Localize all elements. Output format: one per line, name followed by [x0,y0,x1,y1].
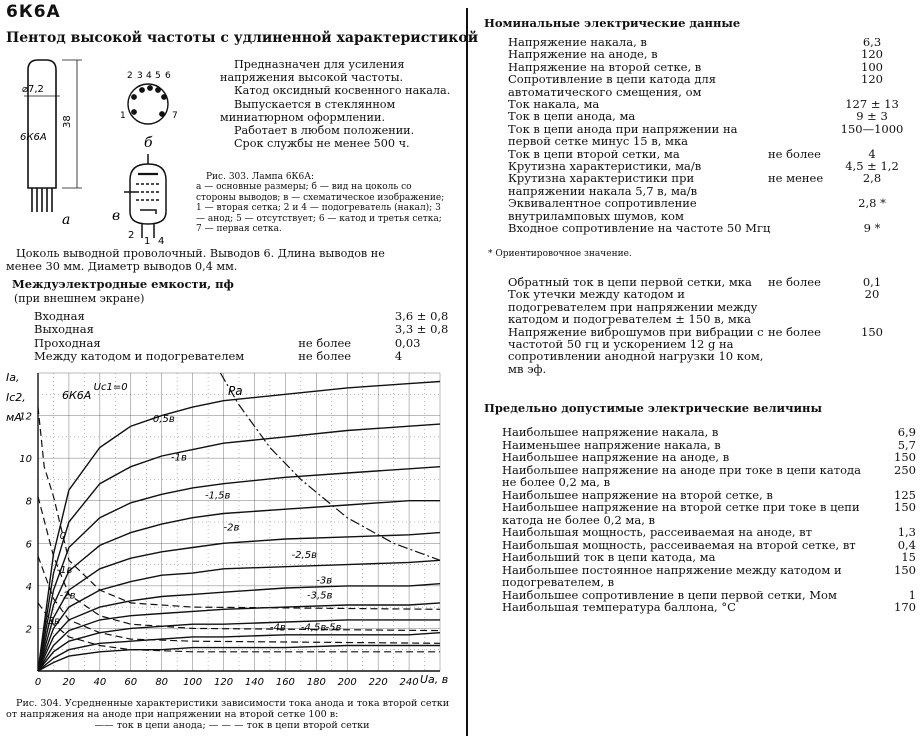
row-prefix [768,123,838,148]
description-line: Предназначен для усиления напряжения высокой частоты. [220,58,405,85]
rated-row [508,197,908,222]
row-label: Ток в цепи анода, ма [508,109,636,124]
row-value: 2,8 [862,171,882,186]
row-label: Наибольшее постоянное напряжение между катодом и подогревателем, в [502,562,842,589]
curve-label: -3в [44,616,61,628]
description-line: Работает в любом положении. [234,124,415,138]
curve-label: -3,5в [307,590,333,602]
rated-row [508,73,908,98]
row-value: 100 [861,59,883,74]
limits-row [502,526,916,539]
pa-curve-label: Pa [228,384,243,398]
pin-note-line: Цоколь выводной проволочный. Выводов 6. Длина выводов не [16,247,385,260]
socket-base-view [128,84,168,124]
x-tick-label: 180 [306,677,326,688]
x-tick-label: 220 [368,677,388,688]
row-prefix: не менее [768,171,824,186]
row-label: Ток в цепи анода при напряжении на первой сетке минус 15 в, мка [508,121,738,149]
tube-id: 6К6А [6,2,61,22]
row-value: 150—1000 [840,121,904,136]
tube-body-label: 6К6А [20,132,47,143]
row-value: 4,5 ± 1,2 [845,159,899,174]
row-value: 4 [394,348,403,363]
x-tick-label: 0 [34,677,42,688]
x-tick-label: 240 [399,677,419,688]
pin-note-line: менее 30 мм. Диаметр выводов 0,4 мм. [6,260,238,273]
row-prefix [768,73,838,98]
row-prefix: не более [768,324,821,339]
row-value: 6,3 [862,35,882,49]
caption-line: Рис. 303. Лампа 6К6А: [206,172,315,182]
row-label: Сопротивление в цепи катода для автоматического смещения, ом [508,72,716,99]
row-value: 125 [894,487,916,502]
row-value: 2,8 * [858,196,886,211]
row-value: 9 ± 3 [856,109,888,124]
row-value: 150 [861,324,883,339]
curve-label: 0 [59,531,67,543]
footnote: * Ориентировочное значение. [488,249,632,259]
figure-303-caption [196,172,448,234]
schematic-pin-label: 1 [144,236,151,247]
dim-diameter: ⌀7,2 [22,84,44,95]
row-prefix: не более [768,275,821,289]
rated-row [508,110,908,122]
dim-height: 38 [62,115,73,128]
capacitance-table [34,310,454,363]
capacitance-row [34,310,454,323]
x-tick-label: 200 [337,677,357,688]
rated-table-continued [508,276,908,375]
row-prefix [768,98,838,110]
label-a: а [62,212,71,228]
row-label: Наибольшее напряжение на второй сетке, в [502,487,773,502]
rated-row [508,326,908,376]
limits-row [502,564,916,589]
row-value: 4 [868,146,876,161]
curve-label: -1в [170,452,187,464]
limits-row [502,426,916,439]
pin-label: 4 [146,71,152,81]
schematic-pin-label: 4 [158,236,165,247]
caption-line: а — основные размеры; б — вид на цоколь со стороны выводов; в — схематическое изображение; 1 — вторая сетка; 2 и 4 — подогреватель (накал); 3 — анод; 5 — отсутствует; 6 — катод и третья сетка; 7 — первая сетка. [196,182,445,235]
row-prefix: не более [298,348,352,363]
row-value: 120 [861,72,883,87]
label-b: б [144,135,153,151]
row-value: 3,3 ± 0,8 [394,322,449,337]
curve-label: -4,5в [300,622,327,634]
row-prefix [768,197,838,222]
capacitance-title: Междуэлектродные емкости, пф [12,277,234,291]
row-label: Наибольшая температура баллона, °С [502,600,736,614]
description-line: Катод оксидный косвенного накала. [234,84,451,98]
schematic-pin-label: 2 [128,230,135,241]
row-label: Ток в цепи второй сетки, ма [508,146,680,161]
row-prefix [298,310,395,323]
row-value: 120 [861,47,883,62]
row-prefix [768,110,838,122]
tube-schematic-symbol [124,154,166,238]
row-value: 5,7 [897,437,916,452]
characteristics-chart [0,365,466,697]
row-label: Напряжение виброшумов при вибрации с частотой 50 гц и ускорением 12 g на сопротивлении анодной нагрузки 10 ком, мв эф. [508,324,764,376]
x-tick-label: 160 [275,677,295,688]
capacitance-row [34,337,454,350]
y-tick-label: 4 [25,581,32,593]
limits-row [502,601,916,614]
row-prefix [768,48,838,60]
y-tick-label: 8 [25,496,32,508]
pin-label: 2 [127,71,133,81]
row-label: Обратный ток в цепи первой сетки, мка [508,275,752,289]
row-value: 20 [864,287,880,302]
rated-row [508,172,908,197]
column-divider [466,8,468,736]
pin-label: 5 [155,71,161,81]
row-value: 3,6 ± 0,8 [394,309,449,323]
capacitance-subtitle: (при внешнем экране) [14,292,145,305]
pin-label: 1 [120,111,126,121]
curve-label: -2в [223,522,240,534]
row-prefix: не более [298,335,352,350]
row-value: 0,1 [862,275,882,289]
x-tick-label: 60 [124,677,138,688]
rated-table [508,36,908,235]
row-value: 150 [894,500,916,514]
curve-label: -1,5в [204,490,231,502]
pa-curve [220,373,440,560]
x-tick-label: 20 [62,677,76,688]
row-value: 150 [894,562,916,577]
figure-304-caption [6,698,458,731]
row-label: Крутизна характеристики при напряжении накала 5,7 в, ма/в [508,171,698,198]
y-tick-label: 2 [25,624,32,636]
row-label: Наибольшее напряжение на аноде, в [502,450,730,464]
x-tick-label: 120 [213,677,234,688]
row-prefix [768,288,838,325]
row-value: 127 ± 13 [845,97,899,112]
pin-label: 3 [137,71,143,81]
capacitance-row [34,350,454,363]
y-axis-label: Ia, [6,371,20,384]
y-tick-label: 12 [19,411,32,423]
rated-row [508,222,908,234]
row-value: 170 [894,600,916,614]
row-label: Наибольшее напряжение на второй сетке при токе в цепи катода не более 0,2 ма, в [502,500,860,527]
row-label: Входная [34,310,85,323]
row-label: Наибольший ток в цепи катода, ма [502,550,716,564]
curve-label: -3в [316,575,333,587]
row-label: Наибольшее напряжение на аноде при токе в цепи катода не более 0,2 ма, в [502,462,861,489]
row-prefix [768,36,838,48]
row-label: Эквивалентное сопротивление внутриламповых шумов, ком [508,196,697,223]
row-label: Наибольшая мощность, рассеиваемая на аноде, вт [502,525,813,539]
x-tick-label: 80 [155,677,169,688]
y-axis-label: мА [6,411,22,424]
caption-line: Рис. 304. Усредненные характеристики зависимости тока анода и тока второй сетки от напряжения на аноде при напряжении на второй сетке 100 в: [6,698,450,720]
y-axis-label: Ic2, [6,391,26,404]
limits-row [502,451,916,464]
capacitance-row [34,323,454,336]
description-line: Выпускается в стеклянном миниатюрном оформлении. [220,97,396,124]
y-tick-label: 10 [19,454,32,466]
row-label: Наименьшее напряжение накала, в [502,437,721,452]
row-value: 0,03 [394,335,421,350]
row-value: 1,3 [897,525,916,539]
row-value: 0,4 [897,537,916,552]
row-value: 6,9 [897,425,916,439]
description-block [220,58,465,150]
x-axis-label: Ua, в [420,673,449,686]
curve-label: -2в [59,590,76,602]
chart-tube-label: 6К6А [62,389,92,402]
pin-label: 6 [165,71,171,81]
row-label: Крутизна характеристики, ма/в [508,159,702,174]
row-label: Ток накала, ма [508,97,600,112]
curve-label: Uc1=0 [93,382,128,394]
rated-row [508,48,908,60]
curve-label: -2,5в [291,550,317,562]
row-label: Напряжение на аноде, в [508,47,658,62]
curve-label: -1в [56,565,73,577]
anode-current-curve [38,560,440,671]
row-label: Напряжение накала, в [508,35,647,49]
row-label: Ток утечки между катодом и подогревателем при напряжении между катодом и подогревателем ± 150 в, мка [508,287,758,327]
rated-section-title: Номинальные электрические данные [484,16,741,30]
row-value: 150 [894,450,916,464]
row-prefix: не более [768,146,821,161]
tube-figure-303 [0,52,200,247]
page-title: Пентод высокой частоты с удлиненной характеристикой [6,30,479,46]
curve-label: -0,5в [149,413,175,425]
limits-row [502,501,916,526]
label-v: в [112,208,121,224]
row-label: Наибольшее сопротивление в цепи первой сетки, Мом [502,587,837,602]
x-tick-label: 140 [244,677,265,688]
pin-note [6,247,458,273]
x-tick-label: 100 [183,677,203,688]
y-tick-label: 6 [25,539,32,551]
x-tick-label: 40 [93,677,107,688]
caption-line: —— ток в цепи анода; — — — ток в цепи второй сетки [94,720,370,731]
description-line: Срок службы не менее 500 ч. [234,137,410,151]
row-label: Между катодом и подогревателем [34,349,245,363]
rated-row [508,288,908,325]
row-value: 250 [894,462,916,477]
rated-row [508,123,908,148]
row-label: Выходная [34,323,94,337]
pin-label: 7 [172,111,178,121]
row-prefix [768,61,838,73]
row-label: Наибольшее напряжение накала, в [502,425,719,439]
row-value: 9 * [863,221,881,236]
limits-table [502,426,916,614]
limits-row [502,464,916,489]
row-value: 15 [901,550,916,564]
curve-label: -4в [269,622,286,634]
row-prefix [768,222,838,234]
row-label: Входное сопротивление на частоте 50 Мгц [508,221,771,236]
row-label: Наибольшая мощность, рассеиваемая на второй сетке, вт [502,537,856,552]
row-prefix [298,323,395,336]
row-value: 1 [908,587,916,602]
row-label: Проходная [34,336,101,350]
curve-label: -5в [325,622,342,634]
screen-current-curve [38,603,440,652]
limits-section-title: Предельно допустимые электрические величины [484,401,822,415]
limits-row [502,551,916,564]
row-label: Напряжение на второй сетке, в [508,59,702,74]
